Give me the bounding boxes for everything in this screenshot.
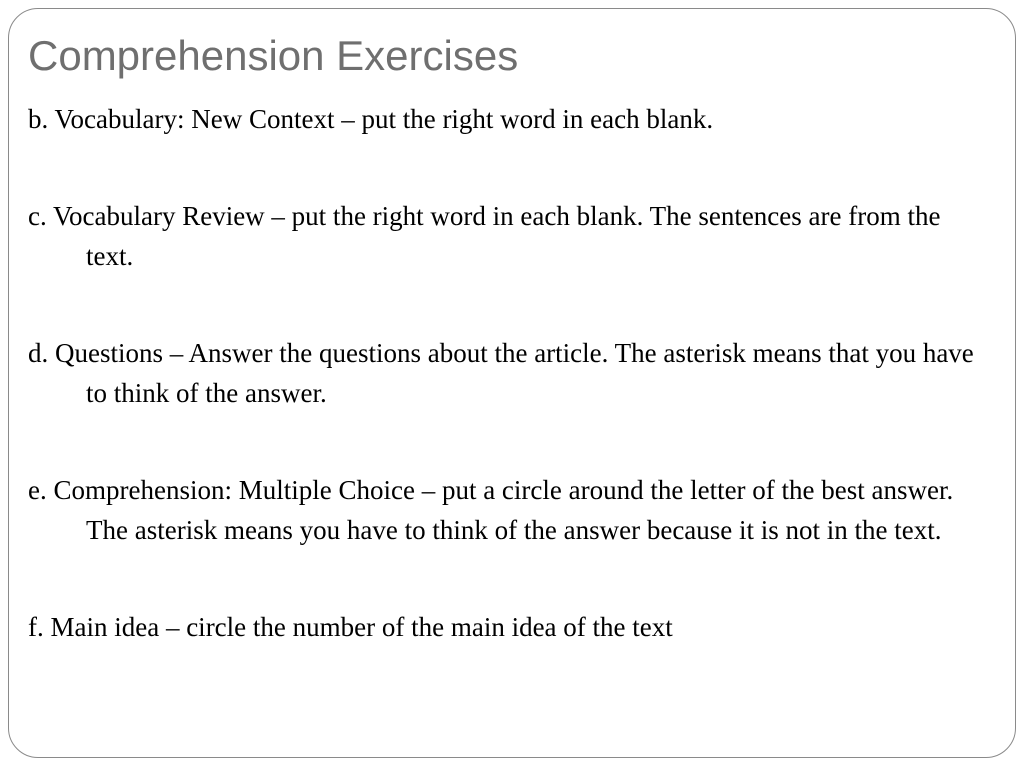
instruction-item-e: e. Comprehension: Multiple Choice – put a circle around the letter of the best answer. The asterisk means you have to think of the answer because it is not in the text. [28,475,954,545]
instruction-item-f: f. Main idea – circle the number of the main idea of the text [28,612,673,642]
instruction-item-b: b. Vocabulary: New Context – put the right word in each blank. [28,104,714,134]
slide-title: Comprehension Exercises [28,32,519,79]
instruction-item-d: d. Questions – Answer the questions about the article. The asterisk means that you have to think of the answer. [28,338,974,408]
instruction-item-c: c. Vocabulary Review – put the right word in each blank. The sentences are from the text. [28,201,941,271]
slide-body [28,99,993,647]
